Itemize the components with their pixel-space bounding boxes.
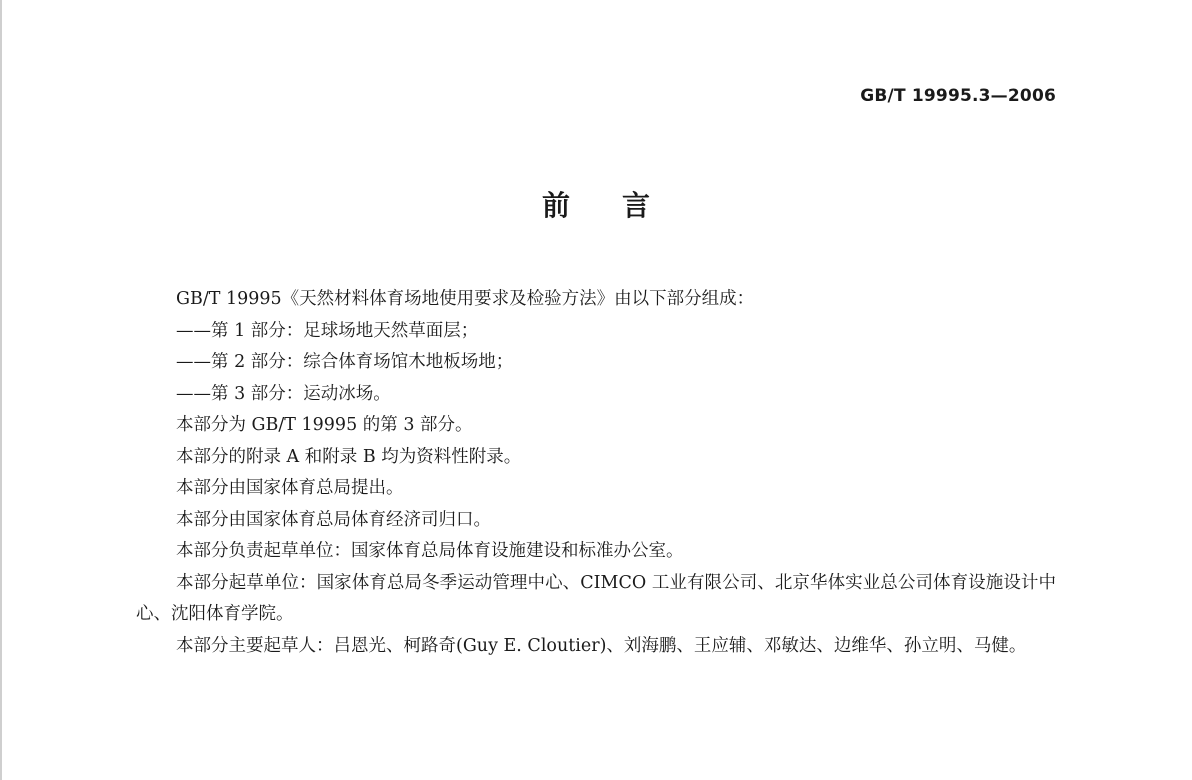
part-list-item-3: ——第 3 部分：运动冰场。 (176, 383, 391, 404)
paragraph-part-statement: 本部分为 GB/T 19995 的第 3 部分。 (176, 415, 473, 435)
part-list-item-1: ——第 1 部分：足球场地天然草面层； (176, 320, 479, 341)
paragraph-main-drafters: 本部分主要起草人：吕恩光、柯路奇(Guy E. Cloutier)、刘海鹏、王应辅、邓敏达、边维华、孙立明、马健。 (176, 635, 1027, 656)
page-edge-rule (0, 0, 2, 780)
paragraph-responsible-drafter: 本部分负责起草单位：国家体育总局体育设施建设和标准办公室。 (176, 541, 684, 561)
standard-number: GB/T 19995.3—2006 (860, 86, 1056, 106)
title-char-1: 前 (541, 189, 570, 222)
foreword-body (136, 284, 1056, 662)
paragraph-annex-note: 本部分的附录 A 和附录 B 均为资料性附录。 (176, 446, 522, 467)
paragraph-proposer: 本部分由国家体育总局提出。 (176, 478, 404, 498)
part-list-item-2: ——第 2 部分：综合体育场馆木地板场地； (176, 352, 514, 372)
title-char-2: 言 (622, 189, 651, 222)
page-title (0, 184, 1192, 224)
paragraph-drafting-units: 本部分起草单位：国家体育总局冬季运动管理中心、CIMCO 工业有限公司、北京华体实业总公司体育设施设计中心、沈阳体育学院。 (136, 572, 1056, 624)
paragraph-centralized: 本部分由国家体育总局体育经济司归口。 (176, 509, 491, 530)
intro-paragraph: GB/T 19995《天然材料体育场地使用要求及检验方法》由以下部分组成： (176, 289, 755, 309)
